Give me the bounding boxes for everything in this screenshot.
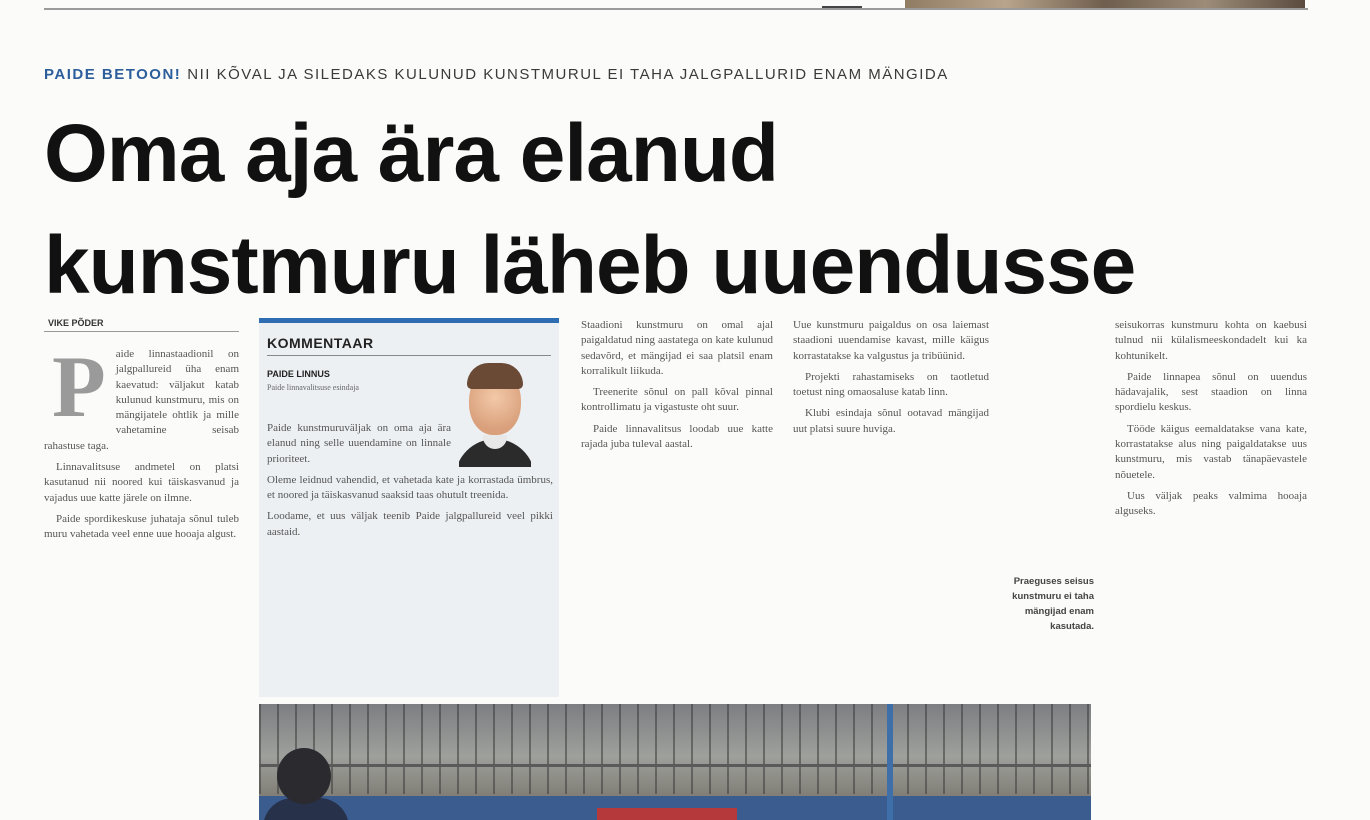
kicker [44, 66, 1324, 83]
paragraph: Staadioni kunstmuru on omal ajal paigaldatud ning aastatega on kate kulunud sedavõrd, et mängijad ei saa platsil enam korralikult liikuda. [581, 319, 773, 377]
paragraph: Projekti rahastamiseks on taotletud toetust ning omaosaluse katab linn. [793, 370, 989, 399]
paragraph: Paide spordikeskuse juhataja sõnul tuleb muru vahetada veel enne uue hooaja algust. [44, 512, 239, 541]
comment-role: Paide linnavalitsuse esindaja [267, 383, 359, 392]
paragraph: Uus väljak peaks valmima hooaja alguseks. [1115, 489, 1307, 518]
comment-rule [267, 355, 551, 356]
comment-paragraph: Loodame, et uus väljak teenib Paide jalgpallureid veel pikki aastaid. [267, 510, 553, 538]
byline-rule [44, 331, 239, 332]
comment-paragraph: Oleme leidnud vahendid, et vahetada kate ja korrastada ümbrus, et noored ja täiskasvanud saaksid taas ohutult treenida. [267, 473, 553, 502]
comment-author: PAIDE LINNUS [267, 369, 330, 379]
top-photo-strip [905, 0, 1305, 8]
paragraph: Treenerite sõnul on pall kõval pinnal kontrollimatu ja vigastuste oht suur. [581, 386, 773, 414]
paragraph: Uue kunstmuru paigaldus on osa laiemast staadioni uuendamise kavast, mille käigus korrastatakse ka valgustus ja tribüünid. [793, 319, 989, 362]
comment-box [259, 318, 559, 697]
paragraph: seisukorras kunstmuru kohta on kaebusi tulnud nii külalismeeskondadelt kui ka kohtunikelt. [1115, 319, 1307, 362]
top-rule [44, 8, 1308, 10]
paragraph: Paide linnapea sõnul on uuendus hädavajalik, sest staadion on linna spordielu keskus. [1115, 370, 1307, 414]
paragraph: Klubi esindaja sõnul ootavad mängijad uut platsi suure huviga. [793, 407, 989, 435]
article-column-4 [793, 318, 989, 694]
paragraph: aide linnastaadionil on jalgpallureid üha enam kaevatud: väljakut katab kulunud kunstmuru, mis on mängijatele ohtlik ja mille vahetamine seisab rahastuse taga. [44, 348, 239, 452]
article-column-5 [1115, 318, 1307, 818]
headline-line2: kunstmuru läheb uuendusse [44, 220, 1136, 311]
headline [44, 98, 1334, 322]
kicker-lead: PAIDE BETOON! [44, 66, 182, 83]
paragraph: Linnavalitsuse andmetel on platsi kasutanud nii noored kui täiskasvanud ja vajadus uue katte järele on ilmne. [44, 461, 239, 504]
comment-text [267, 421, 553, 691]
kicker-text: NII KÕVAL JA SILEDAKS KULUNUD KUNSTMURUL EI TAHA JALGPALLURID ENAM MÄNGIDA [187, 66, 949, 83]
comment-title: KOMMENTAAR [267, 335, 374, 351]
paragraph: Tööde käigus eemaldatakse vana kate, korrastatakse alus ning paigaldatakse uus kunstmuru, mis vastab tänapäevastele nõuetele. [1115, 422, 1307, 481]
article-column-1 [44, 347, 239, 817]
photo-caption: Praeguses seisus kunstmuru ei taha mängijad enam kasutada. [1012, 576, 1094, 632]
stadium-photo [259, 704, 1091, 820]
headline-line1: Oma aja ära elanud [44, 108, 779, 199]
page-number-mark [822, 0, 862, 8]
article-column-3 [581, 318, 773, 694]
comment-paragraph: Paide kunstmuruväljak on oma aja ära elanud ning selle uuendamine on linnale prioriteet. [267, 422, 451, 465]
paragraph: Paide linnavalitsus loodab uue katte rajada juba tuleval aastal. [581, 422, 773, 451]
dropcap: P [52, 347, 106, 436]
byline: VIKE PÕDER [48, 318, 104, 328]
